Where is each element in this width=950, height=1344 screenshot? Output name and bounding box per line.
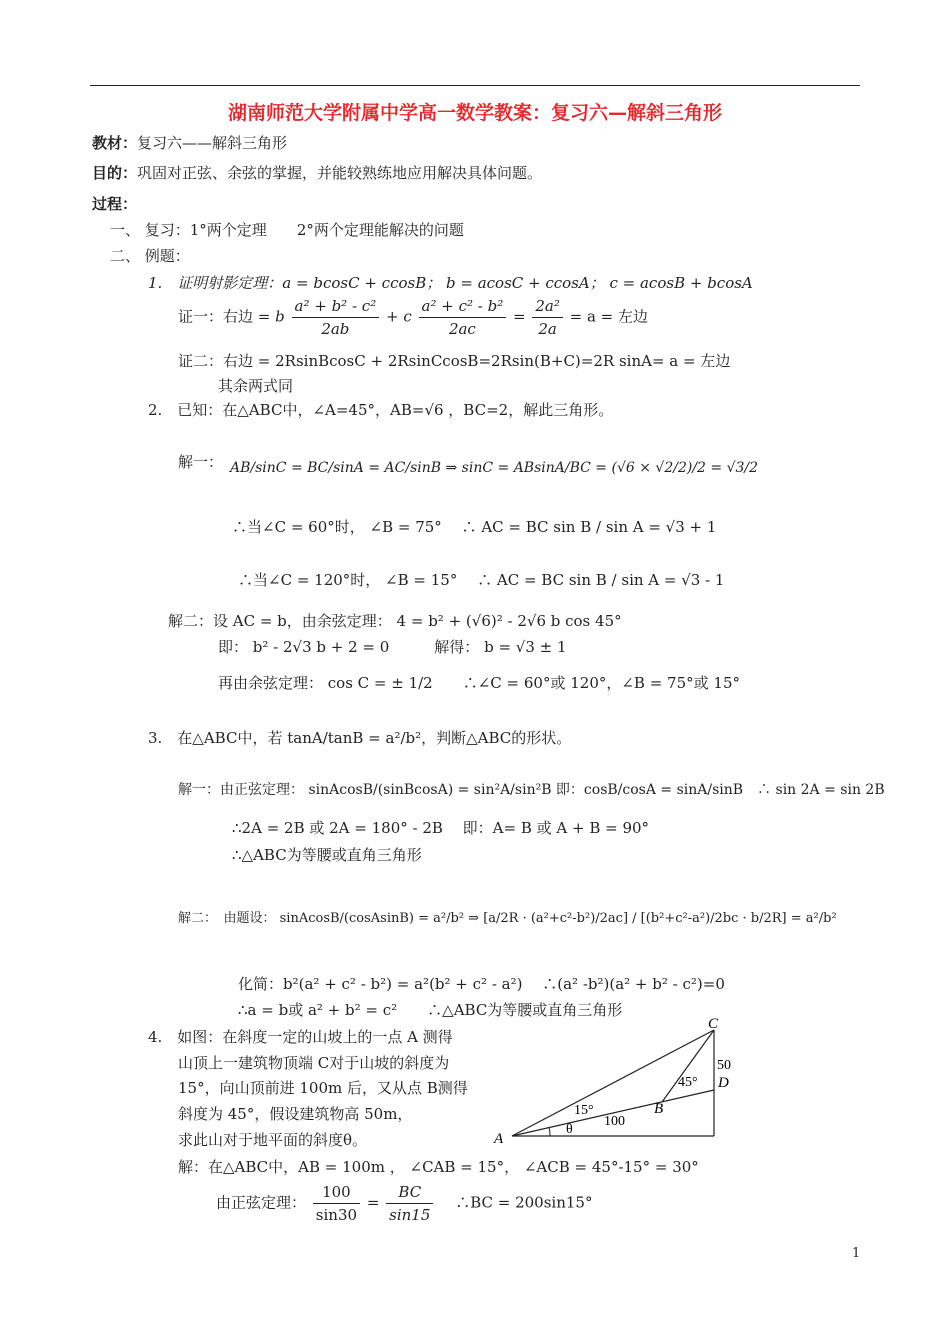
page-title: 湖南师范大学附属中学高一数学教案：复习六—解斜三角形 xyxy=(227,102,722,124)
ex4-line-3: 15°，向山顶前进 100m 后，又从点 B测得 xyxy=(178,1079,468,1097)
top-rule xyxy=(90,85,860,86)
ex3-line6: ∴a = b或 a² + b² = c² ∴△ABC为等腰或直角三角形 xyxy=(238,1001,623,1019)
ex2-sol1-label: 解一： xyxy=(178,453,224,471)
line-ad xyxy=(512,1090,714,1136)
ex1-rest: 其余两式同 xyxy=(218,377,294,395)
ex4-line-4: 斜度为 45°，假设建筑物高 50m， xyxy=(178,1105,413,1123)
label-100: 100 xyxy=(604,1114,625,1129)
ex3-sol1: 解一：由正弦定理： sinAcosB/(sinBcosA) = sin²A/sin²B 即：cosB/cosA = sinA/sinB ∴ sin 2A = sin 2B xyxy=(178,782,885,798)
section-examples: 二、 例题： xyxy=(110,247,190,265)
purpose-line xyxy=(92,162,542,183)
label-b: B xyxy=(654,1101,664,1117)
process-label: 过程： xyxy=(92,195,138,213)
ex4-sine-law-label: 由正弦定理： xyxy=(216,1193,307,1212)
ex2-case2: ∴当∠C = 120°时， ∠B = 15° ∴ AC = BC sin B / sin A = √3 - 1 xyxy=(238,571,725,589)
ex1-frac3: $\frac{\text{2a²}}{2a}$ xyxy=(532,297,563,338)
theta-arc xyxy=(549,1127,550,1136)
ex1-proof1-b: b xyxy=(275,307,285,326)
ex4-sine-law: 由正弦定理： $\frac{100}{\sin 30}$ = $\frac{BC}{\sin 15}$ ∴BC = 200sin15° xyxy=(216,1183,593,1224)
ex1-proof2: 证二：右边 = 2RsinBcosC + 2RsinCcosB=2Rsin(B+C)=2R sinA= a = 左边 xyxy=(178,352,731,370)
ex2-case1: ∴当∠C = 60°时， ∠B = 75° ∴ AC = BC sin B / sin A = √3 + 1 xyxy=(232,518,717,536)
ex3-line2: ∴2A = 2B 或 2A = 180° - 2B 即：A= B 或 A + B = 90° xyxy=(232,819,650,837)
section-review: 一、 复习：1°两个定理 2°两个定理能解决的问题 xyxy=(110,221,464,239)
label-15: 15° xyxy=(574,1103,594,1118)
ex1-frac2: $\frac{\text{a² + c² - b²}}{2ac}$ xyxy=(419,297,507,338)
ex2-sine-eq: AB/sinC = BC/sinA = AC/sinB ⇒ sinC = ABsinA/BC = (√6 × √2/2)/2 = √3/2 xyxy=(230,460,759,476)
material-line xyxy=(92,132,287,153)
ex2-sol2-b: 即： b² - 2√3 b + 2 = 0 解得： b = √3 ± 1 xyxy=(218,638,567,656)
ex2-statement: 2. 已知：在△ABC中，∠A=45°，AB=√6 ，BC=2，解此三角形。 xyxy=(148,401,614,419)
label-c: C xyxy=(708,1016,719,1032)
ex1-proof1-label: 证一：右边 = xyxy=(178,307,271,326)
ex1-proof1-tail: = a = 左边 xyxy=(569,307,649,326)
page-number: 1 xyxy=(852,1246,861,1261)
ex3-statement: 3. 在△ABC中，若 tanA/tanB = a²/b²，判断△ABC的形状。 xyxy=(148,729,572,747)
label-45: 45° xyxy=(678,1075,698,1090)
label-height: 50 xyxy=(717,1058,731,1073)
ex1-proof1: 证一：右边 = b $\frac{\text{a² + b² - c²}}{2ab}$ + c $\frac{\text{a² + c² - b²}}{2ac}$ = $\frac{\text{2a²}}{2a}$ = a = 左边 xyxy=(178,297,649,338)
ex1-plus-c: + c xyxy=(386,307,412,326)
ex2-sol2-a: 解二：设 AC = b，由余弦定理： 4 = b² + (√6)² - 2√6 b cos 45° xyxy=(168,612,622,630)
ex4-frac1: $\frac{100}{\sin 30}$ xyxy=(313,1183,360,1224)
material-label: 教材： xyxy=(92,134,138,152)
ex2-sol2-c: 再由余弦定理： cos C = ± 1/2 ∴∠C = 60°或 120°，∠B = 75°或 15° xyxy=(218,674,740,692)
ex4-solution: 解：在△ABC中，AB = 100m ， ∠CAB = 15°， ∠ACB = 45°-15° = 30° xyxy=(178,1158,699,1176)
purpose-text: 巩固对正弦、余弦的掌握，并能较熟练地应用解决具体问题。 xyxy=(137,164,543,182)
ex1-frac1: $\frac{\text{a² + b² - c²}}{2ab}$ xyxy=(292,297,380,338)
label-theta: θ xyxy=(566,1122,573,1137)
label-a: A xyxy=(494,1131,504,1147)
ex4-bc-result: ∴BC = 200sin15° xyxy=(455,1193,593,1212)
ex4-line-1: 4. 如图：在斜度一定的山坡上的一点 A 测得 xyxy=(148,1028,453,1046)
ex4-line-2: 山顶上一建筑物顶端 C对于山坡的斜度为 xyxy=(178,1054,450,1072)
ex1-statement: 1. 证明射影定理：a = bcosC + ccosB； b = acosC + ccosA； c = acosB + bcosA xyxy=(148,274,753,292)
ex4-line-5: 求此山对于地平面的斜度θ。 xyxy=(178,1131,368,1149)
ex3-sol2: 解二： 由题设： sinAcosB/(cosAsinB) = a²/b² ⇒ [a/2R · (a²+c²-b²)/2ac] / [(b²+c²-a²)/2bc · b/2R] = a²/b² xyxy=(178,911,837,926)
ex4-frac2: $\frac{BC}{\sin 15}$ xyxy=(386,1183,433,1224)
slope-figure xyxy=(490,1010,750,1150)
material-text: 复习六——解斜三角形 xyxy=(137,134,288,152)
ex3-line3: ∴△ABC为等腰或直角三角形 xyxy=(232,846,422,864)
ex3-line5: 化简：b²(a² + c² - b²) = a²(b² + c² - a²) ∴(a² -b²)(a² + b² - c²)=0 xyxy=(238,975,725,993)
label-d: D xyxy=(718,1075,729,1091)
purpose-label: 目的： xyxy=(92,164,138,182)
